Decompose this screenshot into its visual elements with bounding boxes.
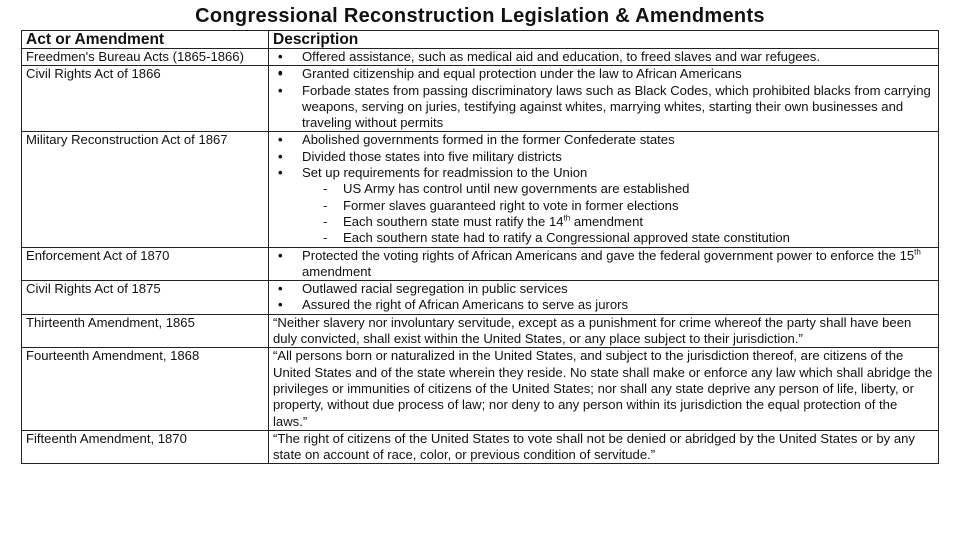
table-row (22, 49, 939, 66)
act-description (269, 66, 939, 132)
description-bullet: • Divided those states into five military districts (273, 149, 934, 165)
description-sub-item: - US Army has control until new governments are established (273, 181, 934, 197)
description-sub-item: - Former slaves guaranteed right to vote in former elections (273, 198, 934, 214)
act-description (269, 247, 939, 281)
act-description (269, 49, 939, 66)
act-description (269, 132, 939, 247)
description-sub-item: - Each southern state must ratify the 14th amendment (273, 214, 934, 230)
table-header-row (22, 31, 939, 49)
act-name: Military Reconstruction Act of 1867 (22, 132, 269, 247)
legislation-table (21, 30, 939, 464)
act-name: Fourteenth Amendment, 1868 (22, 348, 269, 430)
amendment-quote: “The right of citizens of the United States to vote shall not be denied or abridged by the United States or by any state on account of race, color, or previous condition of servitude.” (269, 430, 939, 464)
page-title: Congressional Reconstruction Legislation & Amendments (195, 5, 765, 27)
description-bullet: • Set up requirements for readmission to the Union (273, 165, 934, 181)
description-bullet: • Forbade states from passing discriminatory laws such as Black Codes, which prohibited blacks from carrying weapons, serving on juries, testifying against whites, marrying whites, starting their own businesses and traveling without permits (273, 83, 934, 132)
description-bullet: • Assured the right of African Americans to serve as jurors (273, 297, 934, 313)
description-bullet: • Granted citizenship and equal protection under the law to African Americans (273, 66, 934, 82)
table-row (22, 132, 939, 247)
table-row (22, 281, 939, 315)
amendment-quote: “Neither slavery nor involuntary servitude, except as a punishment for crime whereof the party shall have been duly convicted, shall exist within the United States, or any place subject to their jurisdiction.” (269, 314, 939, 348)
act-name: Civil Rights Act of 1875 (22, 281, 269, 315)
table-row (22, 247, 939, 281)
column-header-act: Act or Amendment (22, 31, 269, 49)
table-row (22, 66, 939, 132)
act-name: Freedmen's Bureau Acts (1865-1866) (22, 49, 269, 66)
table-row (22, 430, 939, 464)
description-sub-item: - Each southern state had to ratify a Congressional approved state constitution (273, 230, 934, 246)
act-name: Civil Rights Act of 1866 (22, 66, 269, 132)
description-bullet: • Offered assistance, such as medical aid and education, to freed slaves and war refugees. (273, 49, 934, 65)
column-header-description: Description (269, 31, 939, 49)
act-name: Thirteenth Amendment, 1865 (22, 314, 269, 348)
table-row (22, 314, 939, 348)
description-bullet: • Outlawed racial segregation in public services (273, 281, 934, 297)
act-name: Fifteenth Amendment, 1870 (22, 430, 269, 464)
description-bullet: • Protected the voting rights of African Americans and gave the federal government power to enforce the 15th amendment (273, 248, 934, 281)
act-description (269, 281, 939, 315)
act-name: Enforcement Act of 1870 (22, 247, 269, 281)
table-row (22, 348, 939, 430)
description-bullet: • Abolished governments formed in the former Confederate states (273, 132, 934, 148)
amendment-quote: “All persons born or naturalized in the United States, and subject to the jurisdiction thereof, are citizens of the United States and of the state wherein they reside. No state shall make or enforce any law which shall abridge the privileges or immunities of citizens of the United States; nor shall any state deprive any person of life, liberty, or property, without due process of law; nor deny to any person within its jurisdiction the equal protection of the laws.” (269, 348, 939, 430)
